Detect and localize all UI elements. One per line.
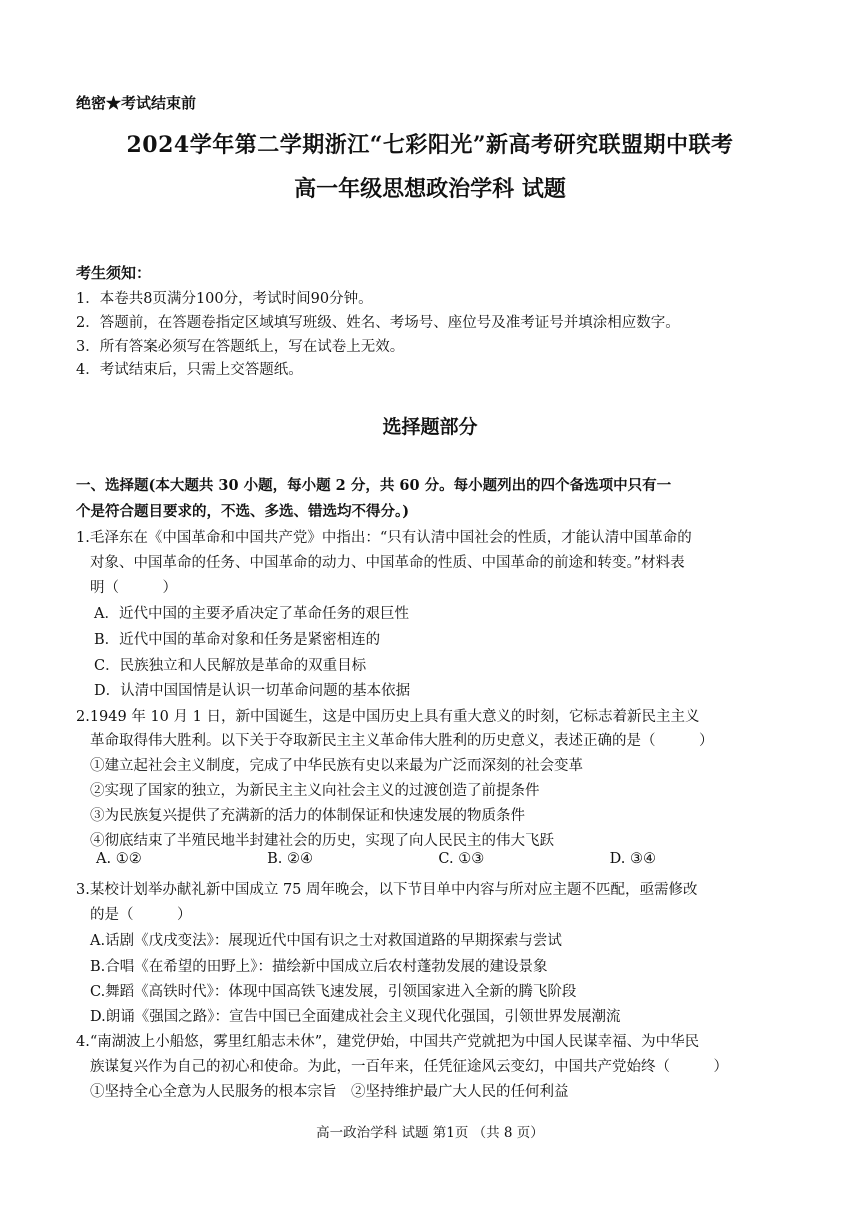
question-2-choice-d: D. ③④ [609, 851, 656, 867]
question-1-option-d: D．认清中国国情是认识一切革命问题的基本依据 [94, 683, 411, 699]
question-3-option-a: A.话剧《戊戌变法》：展现近代中国有识之士对救国道路的早期探索与尝试 [90, 933, 562, 949]
question-2-statement: ④彻底结束了半殖民地半封建社会的历史，实现了向人民民主的伟大飞跃 [90, 833, 554, 849]
exam-title: 2024学年第二学期浙江“七彩阳光”新高考研究联盟期中联考 [126, 132, 734, 158]
question-2-choice-b: B. ②④ [267, 851, 313, 867]
question-1-text: 明（ ） [90, 580, 177, 596]
question-2-choice-c: C. ①③ [438, 851, 485, 867]
question-1-option-b: B．近代中国的革命对象和任务是紧密相连的 [94, 632, 381, 648]
question-1-text: 1.毛泽东在《中国革命和中国共产党》中指出：“只有认清中国社会的性质，才能认清中国革命的 [76, 530, 692, 546]
question-3-text: 3.某校计划举办献礼新中国成立 75 周年晚会，以下节目单中内容与所对应主题不匹配，亟需修改 [76, 882, 698, 898]
question-3-option-b: B.合唱《在希望的田野上》：描绘新中国成立后农村蓬勃发展的建设景象 [90, 959, 548, 975]
section-instruction: 个是符合题目要求的，不选、多选、错选均不得分。) [76, 503, 410, 520]
notice-item: 1．本卷共8页满分100分，考试时间90分钟。 [76, 291, 373, 307]
notice-item: 2．答题前，在答题卷指定区域填写班级、姓名、考场号、座位号及准考证号并填涂相应数字。 [76, 315, 680, 331]
question-3-option-c: C.舞蹈《高铁时代》：体现中国高铁飞速发展，引领国家进入全新的腾飞阶段 [90, 984, 577, 1000]
section-instruction: 一、选择题(本大题共 30 小题，每小题 2 分，共 60 分。每小题列出的四个备选项中只有一 [76, 477, 672, 494]
question-1-option-c: C．民族独立和人民解放是革命的双重目标 [94, 658, 367, 674]
exam-subtitle: 高一年级思想政治学科 试题 [294, 176, 566, 202]
page-footer: 高一政治学科 试题 第1页 （共 8 页） [316, 1125, 544, 1141]
confidential-mark: 绝密★考试结束前 [76, 94, 197, 112]
question-2-choice-a: A. ①② [96, 851, 142, 867]
question-2-text: 2.1949 年 10 月 1 日，新中国诞生，这是中国历史上具有重大意义的时刻，它标志着新民主主义 [76, 709, 700, 725]
question-2-statement: ②实现了国家的独立，为新民主主义向社会主义的过渡创造了前提条件 [90, 783, 540, 799]
question-4-text: 族谋复兴作为自己的初心和使命。为此，一百年来，任凭征途风云变幻，中国共产党始终（ ） [90, 1059, 728, 1075]
notice-item: 3．所有答案必须写在答题纸上，写在试卷上无效。 [76, 339, 405, 355]
question-4-text: 4.“南湖波上小船悠，雾里红船志未休”，建党伊始，中国共产党就把为中国人民谋幸福、为中华民 [76, 1034, 700, 1050]
question-3-option-d: D.朗诵《强国之路》：宣告中国已全面建成社会主义现代化强国，引领世界发展潮流 [90, 1009, 621, 1025]
question-2-statement: ①建立起社会主义制度，完成了中华民族有史以来最为广泛而深刻的社会变革 [90, 758, 583, 774]
section-title: 选择题部分 [382, 416, 478, 438]
notice-heading: 考生须知： [76, 264, 152, 282]
question-2-text: 革命取得伟大胜利。以下关于夺取新民主主义革命伟大胜利的历史意义，表述正确的是（ ） [90, 733, 714, 749]
question-1-option-a: A．近代中国的主要矛盾决定了革命任务的艰巨性 [94, 606, 409, 622]
question-4-statements: ①坚持全心全意为人民服务的根本宗旨 ②坚持维护最广大人民的任何利益 [90, 1084, 569, 1100]
question-2-statement: ③为民族复兴提供了充满新的活力的体制保证和快速发展的物质条件 [90, 808, 525, 824]
question-1-text: 对象、中国革命的任务、中国革命的动力、中国革命的性质、中国革命的前途和转变。”材料表 [90, 555, 685, 571]
question-2-choices [96, 851, 656, 867]
notice-item: 4．考试结束后，只需上交答题纸。 [76, 362, 303, 378]
question-3-text: 的是（ ） [90, 907, 192, 923]
